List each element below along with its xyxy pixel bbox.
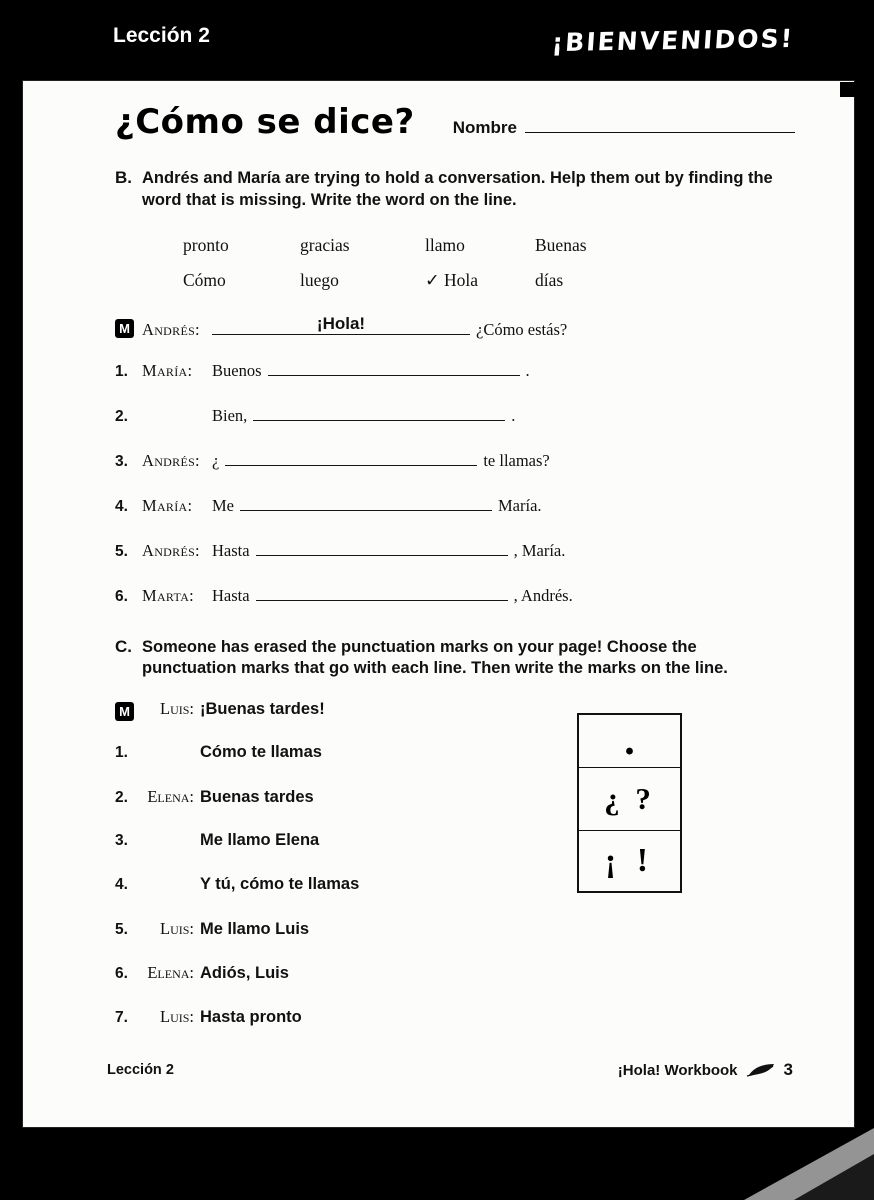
- speaker-name: Andrés:: [142, 450, 200, 470]
- name-label: Nombre: [452, 118, 517, 137]
- answer-blank-line: [256, 599, 508, 601]
- punctuation-option-exclamation: [579, 830, 680, 891]
- item-number: 5.: [115, 921, 128, 939]
- dialog-after-text: , Andrés.: [513, 585, 573, 605]
- bienvenidos-banner: ¡BIENVENIDOS!: [550, 23, 796, 58]
- dialog-c-row: [115, 831, 795, 856]
- item-number: 1.: [115, 362, 128, 380]
- dialog-b-row: [115, 451, 795, 476]
- section-b-instructions-row: [115, 168, 795, 212]
- word-bank-item: días: [535, 269, 564, 290]
- dialog-b-row: [115, 541, 795, 566]
- dialog-line-text: Adiós, Luis: [200, 964, 289, 983]
- speaker-name: María:: [142, 495, 193, 515]
- dialog-c-model-row: [115, 699, 795, 724]
- name-blank-line: [525, 131, 795, 133]
- item-number: 6.: [115, 965, 128, 983]
- dialog-line-text: ¡Buenas tardes!: [200, 700, 325, 719]
- item-number: 4.: [115, 497, 128, 515]
- speaker-name: Elena:: [147, 963, 194, 983]
- word-bank-item: luego: [300, 269, 339, 290]
- speaker-name: Andrés:: [142, 319, 200, 339]
- leaf-icon: [746, 1062, 776, 1078]
- dialog-c: [115, 699, 795, 1032]
- dialog-before-text: Hasta: [212, 540, 250, 560]
- lesson-title: Lección 2: [113, 24, 210, 47]
- dialog-c-row: [115, 963, 795, 988]
- dialog-line-text: Buenas tardes: [200, 788, 314, 807]
- answer-blank-line: [268, 374, 520, 376]
- item-number: 2.: [115, 407, 128, 425]
- speaker-name: Luis:: [160, 1007, 194, 1027]
- section-c-instructions-row: [115, 637, 795, 681]
- word-bank-item: Cómo: [183, 269, 226, 290]
- section-c-instructions: Someone has erased the punctuation marks on your page! Choose the punctuation marks that go with each line. Then write the marks on the line.: [142, 637, 728, 678]
- word-bank-item-checked: ✓ Hola: [425, 269, 479, 290]
- dialog-b-row: [115, 406, 795, 431]
- dialog-after-text: .: [525, 360, 530, 380]
- page-footer: [107, 1060, 793, 1080]
- footer-lesson: Lección 2: [107, 1062, 174, 1078]
- dialog-line-text: Me llamo Elena: [200, 831, 320, 850]
- item-number: 6.: [115, 587, 128, 605]
- answer-blank-line: [256, 554, 508, 556]
- word-bank-item: pronto: [183, 234, 229, 255]
- model-badge: M: [115, 702, 134, 721]
- page-title: ¿Cómo se dice?: [115, 102, 415, 142]
- answer-blank-line: [240, 509, 492, 511]
- dialog-c-row: [115, 787, 795, 812]
- answer-blank-line: [253, 419, 505, 421]
- item-number: 4.: [115, 876, 128, 894]
- dialog-after-text: ¿Cómo estás?: [476, 319, 568, 339]
- answer-blank-line: [212, 313, 470, 335]
- speaker-name: María:: [142, 360, 193, 380]
- dialog-b-row: [115, 496, 795, 521]
- speaker-name: Luis:: [160, 919, 194, 939]
- model-badge: M: [115, 319, 134, 338]
- question-marks: ¿ ?: [604, 781, 655, 816]
- dialog-after-text: .: [511, 405, 516, 425]
- section-b-label: B.: [115, 168, 132, 187]
- dialog-before-text: Bien,: [212, 405, 248, 425]
- word-bank-item: llamo: [425, 234, 465, 255]
- word-bank-item: gracias: [300, 234, 350, 255]
- item-number: 5.: [115, 542, 128, 560]
- word-bank: [183, 228, 795, 298]
- item-number: 2.: [115, 789, 128, 807]
- title-row: [115, 102, 795, 142]
- dialog-b-row: [115, 361, 795, 386]
- dialog-c-row: [115, 743, 795, 768]
- name-group: [453, 118, 795, 138]
- speaker-name: Elena:: [147, 787, 194, 807]
- item-number: 7.: [115, 1009, 128, 1027]
- dialog-before-text: Hasta: [212, 585, 250, 605]
- section-b-instructions: Andrés and María are trying to hold a conversation. Help them out by finding the word that is missing. Write the word on the line.: [142, 169, 773, 209]
- dialog-b: [115, 313, 795, 611]
- model-answer: ¡Hola!: [316, 313, 366, 333]
- page-content: [22, 80, 855, 1128]
- dialog-c-row: [115, 1007, 795, 1032]
- dialog-after-text: te llamas?: [483, 450, 550, 470]
- dialog-line-text: Hasta pronto: [200, 1008, 302, 1027]
- punctuation-option-period: .: [624, 718, 635, 764]
- page-header: [0, 0, 874, 80]
- dialog-c-row: [115, 919, 795, 944]
- item-number: 3.: [115, 832, 128, 850]
- page-number: 3: [783, 1060, 793, 1079]
- dialog-before-text: ¿: [212, 450, 220, 470]
- dialog-line-text: Y tú, cómo te llamas: [200, 875, 360, 894]
- dialog-after-text: , María.: [513, 540, 566, 560]
- answer-blank-line: [225, 464, 477, 466]
- dialog-line-text: Me llamo Luis: [200, 920, 310, 939]
- dialog-b-model-row: [115, 313, 795, 341]
- exclamation-marks: ¡ !: [604, 842, 655, 879]
- worksheet-page: [22, 80, 855, 1128]
- dialog-before-text: Me: [212, 495, 234, 515]
- item-number: 1.: [115, 744, 128, 762]
- dialog-c-row: [115, 875, 795, 900]
- dialog-after-text: María.: [498, 495, 542, 515]
- item-number: 3.: [115, 452, 128, 470]
- punctuation-option-question: [579, 767, 680, 830]
- punctuation-choice-box: [577, 713, 682, 893]
- section-c-label: C.: [115, 636, 132, 656]
- workbook-title: ¡Hola! Workbook: [617, 1061, 738, 1079]
- word-bank-item: Buenas: [535, 234, 587, 255]
- dialog-before-text: Buenos: [212, 360, 262, 380]
- dialog-b-row: [115, 586, 795, 611]
- speaker-name: Luis:: [160, 699, 194, 719]
- speaker-name: Marta:: [142, 585, 195, 605]
- footer-right-group: [618, 1060, 793, 1080]
- speaker-name: Andrés:: [142, 540, 200, 560]
- dialog-line-text: Cómo te llamas: [200, 743, 322, 762]
